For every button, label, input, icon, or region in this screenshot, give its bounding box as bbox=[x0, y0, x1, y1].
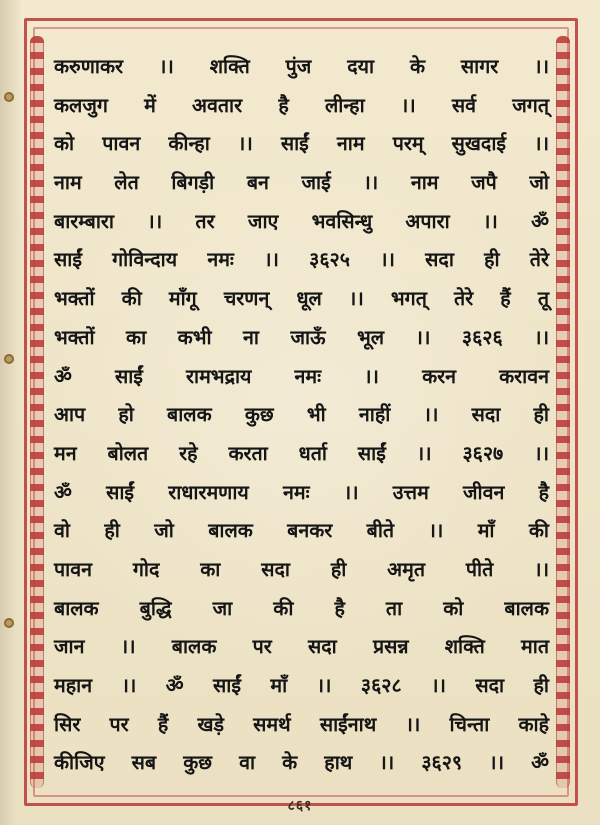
book-binding bbox=[0, 0, 22, 825]
text-line: बारम्बारा ।। तर जाए भवसिन्धु अपारा ।। ॐ bbox=[54, 209, 549, 233]
text-line: कीजिए सब कुछ वा के हाथ ।। ३६२९ ।। ॐ bbox=[54, 751, 549, 775]
right-floral-border bbox=[556, 36, 570, 788]
text-line: ॐ साईं राधारमणाय नमः ।। उत्तम जीवन है bbox=[54, 480, 549, 504]
text-line: जान ।। बालक पर सदा प्रसन्न शक्ति मात bbox=[54, 635, 549, 659]
text-line: आप हो बालक कुछ भी नाहीं ।। सदा ही bbox=[54, 403, 549, 427]
binding-hole bbox=[4, 354, 14, 364]
text-line: करुणाकर ।। शक्ति पुंज दया के सागर ।। bbox=[54, 55, 549, 78]
text-line: महान ।। ॐ साईं माँ ।। ३६२८ ।। सदा ही bbox=[54, 674, 549, 697]
page-number: ८६१ bbox=[287, 798, 313, 814]
text-line: भक्तों का कभी ना जाऊँ भूल ।। ३६२६ ।। bbox=[54, 325, 549, 349]
text-line: कलजुग में अवतार है लीन्हा ।। सर्व जगत् bbox=[54, 93, 549, 117]
text-block bbox=[54, 48, 549, 775]
binding-hole bbox=[4, 92, 14, 102]
text-line: नाम लेत बिगड़ी बन जाई ।। नाम जपै जो bbox=[54, 171, 549, 195]
binding-hole bbox=[4, 618, 14, 628]
text-line: साईं गोविन्दाय नमः ।। ३६२५ ।। सदा ही तेरे bbox=[54, 248, 549, 272]
text-line: भक्तों की माँगू चरणन् धूल ।। भगत् तेरे हैं तू bbox=[54, 287, 549, 311]
left-floral-border bbox=[30, 36, 44, 788]
text-line: ॐ साईं रामभद्राय नमः ।। करन करावन bbox=[54, 364, 549, 388]
text-line: वो ही जो बालक बनकर बीते ।। माँ की bbox=[54, 519, 549, 543]
text-line: सिर पर हैं खड़े समर्थ साईंनाथ ।। चिन्ता काहे bbox=[54, 712, 549, 736]
text-line: बालक बुद्धि जा की है ता को बालक bbox=[54, 596, 549, 620]
text-line: पावन गोद का सदा ही अमृत पीते ।। bbox=[54, 557, 549, 581]
text-line: को पावन कीन्हा ।। साईं नाम परम् सुखदाई ।। bbox=[54, 132, 549, 156]
text-line: मन बोलत रहे करता धर्ता साईं ।। ३६२७ ।। bbox=[54, 441, 549, 465]
